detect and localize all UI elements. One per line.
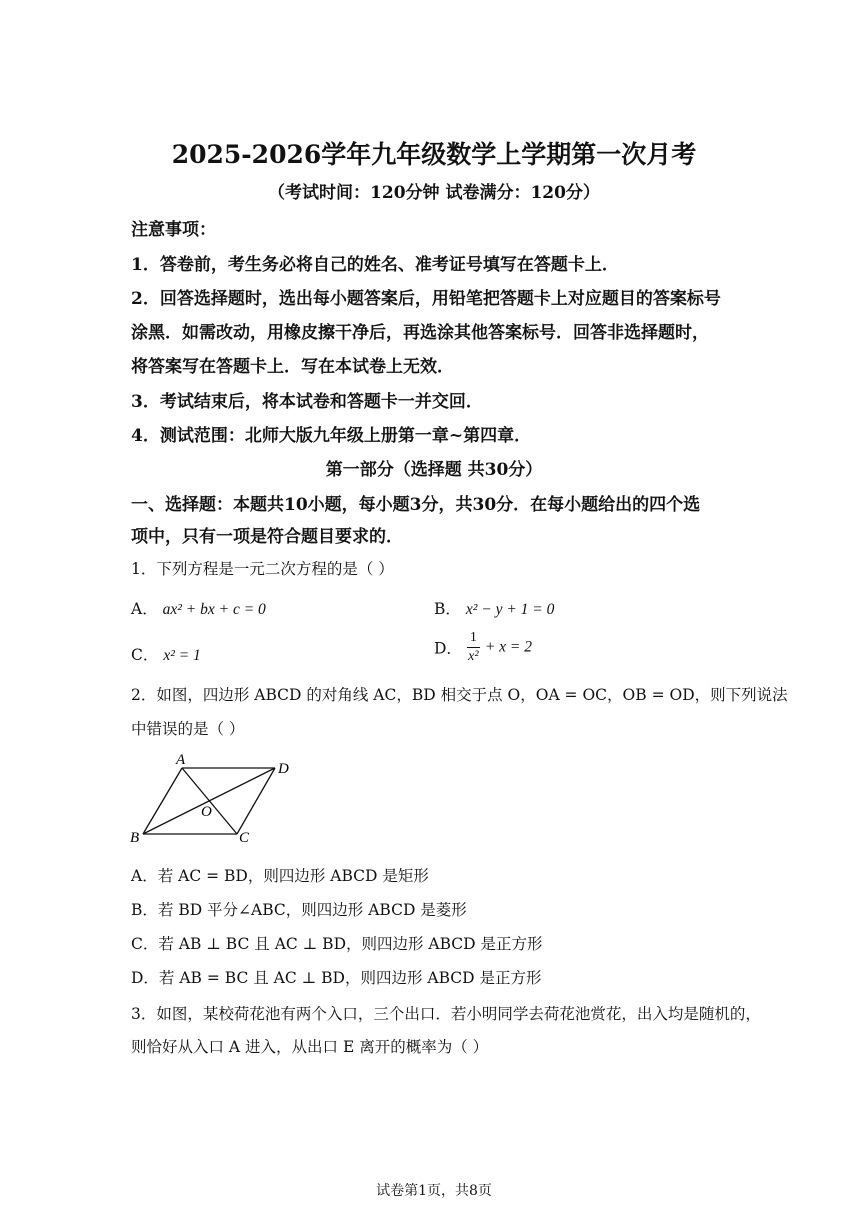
fraction: [467, 631, 480, 664]
q2-option-c: C．若 AB ⊥ BC 且 AC ⊥ BD，则四边形 ABCD 是正方形: [131, 935, 543, 953]
point-label-o: O: [201, 804, 212, 820]
note-line: 将答案写在答题卡上．写在本试卷上无效．: [131, 357, 454, 377]
question-2-stem: 中错误的是（ ）: [131, 720, 245, 738]
exam-subtitle: （考试时间：120分钟 试卷满分：120分）: [268, 183, 600, 203]
question-3-stem: 则恰好从入口 A 进入，从出口 E 离开的概率为（ ）: [131, 1038, 489, 1056]
fraction-denominator: x²: [468, 649, 479, 664]
exam-title: 2025-2026学年九年级数学上学期第一次月考: [171, 140, 697, 169]
q1-option-a: [131, 597, 266, 619]
section-title: 第一部分（选择题 共30分）: [325, 460, 543, 480]
option-expression: ax² + bx + c = 0: [162, 601, 266, 618]
vertex-label-a: A: [176, 752, 186, 768]
note-line: 2．回答选择题时，选出每小题答案后，用铅笔把答题卡上对应题目的答案标号: [131, 289, 721, 309]
option-expression: x² = 1: [163, 647, 201, 664]
q2-option-a: A．若 AC = BD，则四边形 ABCD 是矩形: [131, 867, 429, 885]
page-footer: 试卷第1页，共8页: [376, 1183, 492, 1199]
question-1-stem: 1．下列方程是一元二次方程的是（ ）: [131, 560, 394, 578]
option-expression: x² − y + 1 = 0: [465, 601, 555, 618]
option-label: D．: [434, 639, 462, 658]
q2-option-d: D．若 AB = BC 且 AC ⊥ BD，则四边形 ABCD 是正方形: [131, 969, 542, 987]
section-instruction: 项中，只有一项是符合题目要求的．: [131, 527, 403, 547]
q2-option-b: B．若 BD 平分∠ABC，则四边形 ABCD 是菱形: [131, 901, 467, 919]
parallelogram-figure: [125, 748, 305, 848]
vertex-label-b: B: [130, 830, 140, 846]
fraction-numerator: 1: [467, 631, 480, 648]
note-line: 1．答卷前，考生务必将自己的姓名、准考证号填写在答题卡上．: [131, 255, 619, 275]
option-expression: + x = 2: [484, 638, 532, 656]
note-line: 4．测试范围：北师大版九年级上册第一章~第四章．: [131, 426, 532, 446]
option-label: C．: [131, 646, 159, 664]
question-2-stem: 2．如图，四边形 ABCD 的对角线 AC，BD 相交于点 O，OA = OC，OB = OD，则下列说法: [131, 686, 788, 704]
vertex-label-d: D: [278, 761, 289, 777]
q1-option-c: [131, 643, 201, 665]
notes-heading: 注意事项：: [131, 220, 216, 240]
vertex-label-c: C: [239, 830, 250, 846]
section-instruction: 一、选择题：本题共10小题，每小题3分，共30分．在每小题给出的四个选: [131, 495, 701, 515]
q1-option-d: [434, 631, 532, 664]
note-line: 涂黑．如需改动，用橡皮擦干净后，再选涂其他答案标号．回答非选择题时，: [131, 323, 709, 343]
question-3-stem: 3．如图，某校荷花池有两个入口，三个出口．若小明同学去荷花池赏花，出入均是随机的，: [131, 1005, 761, 1023]
option-label: B．: [434, 600, 461, 618]
note-line: 3．考试结束后，将本试卷和答题卡一并交回．: [131, 392, 483, 412]
q1-option-b: [434, 597, 554, 619]
option-label: A．: [131, 600, 158, 618]
